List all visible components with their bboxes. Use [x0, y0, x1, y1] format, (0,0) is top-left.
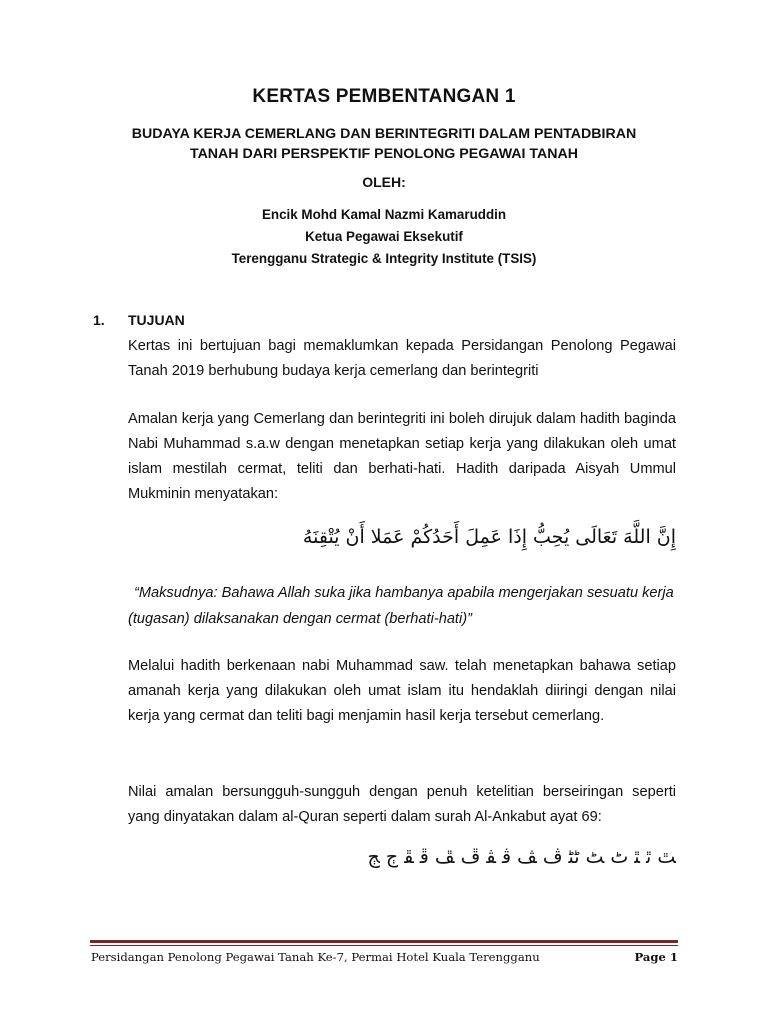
author-position: Ketua Pegawai Eksekutif	[305, 229, 463, 244]
document-title: KERTAS PEMBENTANGAN 1	[252, 86, 516, 107]
arabic-hadith-text: إِنَّ اللَّهَ تَعَالَى يُحِبُّ إِذَا عَمِلَ أَحَدُكُمْ عَمَلا أَنْ يُتْقِنَهُ	[302, 526, 676, 548]
author-block	[0, 204, 768, 270]
author-name: Encik Mohd Kamal Nazmi Kamaruddin	[261, 207, 507, 222]
section-number: 1.	[93, 312, 105, 328]
document-subtitle	[0, 124, 768, 164]
author-organization: Terengganu Strategic & Integrity Institute (TSIS)	[231, 251, 537, 266]
footer-page-number: Page 1	[634, 950, 678, 964]
section-heading: TUJUAN	[128, 312, 185, 328]
footer-rule-thick	[90, 940, 678, 943]
paragraph-hadith-explanation: Melalui hadith berkenaan nabi Muhammad saw. telah menetapkan bahawa setiap amanah kerja yang dilakukan oleh umat islam itu hendaklah diiringi dengan nilai kerja yang cermat dan teliti bagi menjamin hasil kerja tersebut cemerlang.	[128, 658, 676, 724]
footer-conference-text: Persidangan Penolong Pegawai Tanah Ke-7, Permai Hotel Kuala Terengganu	[91, 950, 540, 964]
paragraph-purpose: Kertas ini bertujuan bagi memaklumkan kepada Persidangan Penolong Pegawai Tanah 2019 berhubung budaya kerja cemerlang dan berintegriti	[128, 338, 676, 379]
subtitle-line-2: TANAH DARI PERSPEKTIF PENOLONG PEGAWAI TANAH	[189, 146, 579, 162]
hadith-translation-quote: “Maksudnya: Bahawa Allah suka jika hambanya apabila mengerjakan sesuatu kerja (tugasan) dilaksanakan dengan cermat (berhati-hati)”	[128, 585, 674, 627]
subtitle-line-1: BUDAYA KERJA CEMERLANG DAN BERINTEGRITI DALAM PENTADBIRAN	[131, 126, 637, 142]
oleh-label: OLEH:	[362, 174, 406, 190]
arabic-quran-verse: ﭣ ﭤ ﭥ ﭦ ﭧ ﭨﭩ ﭪ ﭫ ﭬ ﭭ ﭮ ﭯ ﭰ ﭱ ﭲ ﭳ	[367, 846, 676, 868]
paragraph-hadith-intro: Amalan kerja yang Cemerlang dan berintegriti ini boleh dirujuk dalam hadith baginda Nabi Muhammad s.a.w dengan menetapkan setiap kerja yang dilakukan oleh umat islam mestilah cermat, teliti dan berhati-hati. Hadith daripada Aisyah Ummul Mukminin menyatakan:	[128, 411, 676, 502]
paragraph-quran-intro: Nilai amalan bersungguh-sungguh dengan penuh ketelitian berseiringan seperti yang dinyatakan dalam al-Quran seperti dalam surah Al-Ankabut ayat 69:	[128, 784, 676, 825]
footer-rule-thin	[90, 945, 678, 946]
